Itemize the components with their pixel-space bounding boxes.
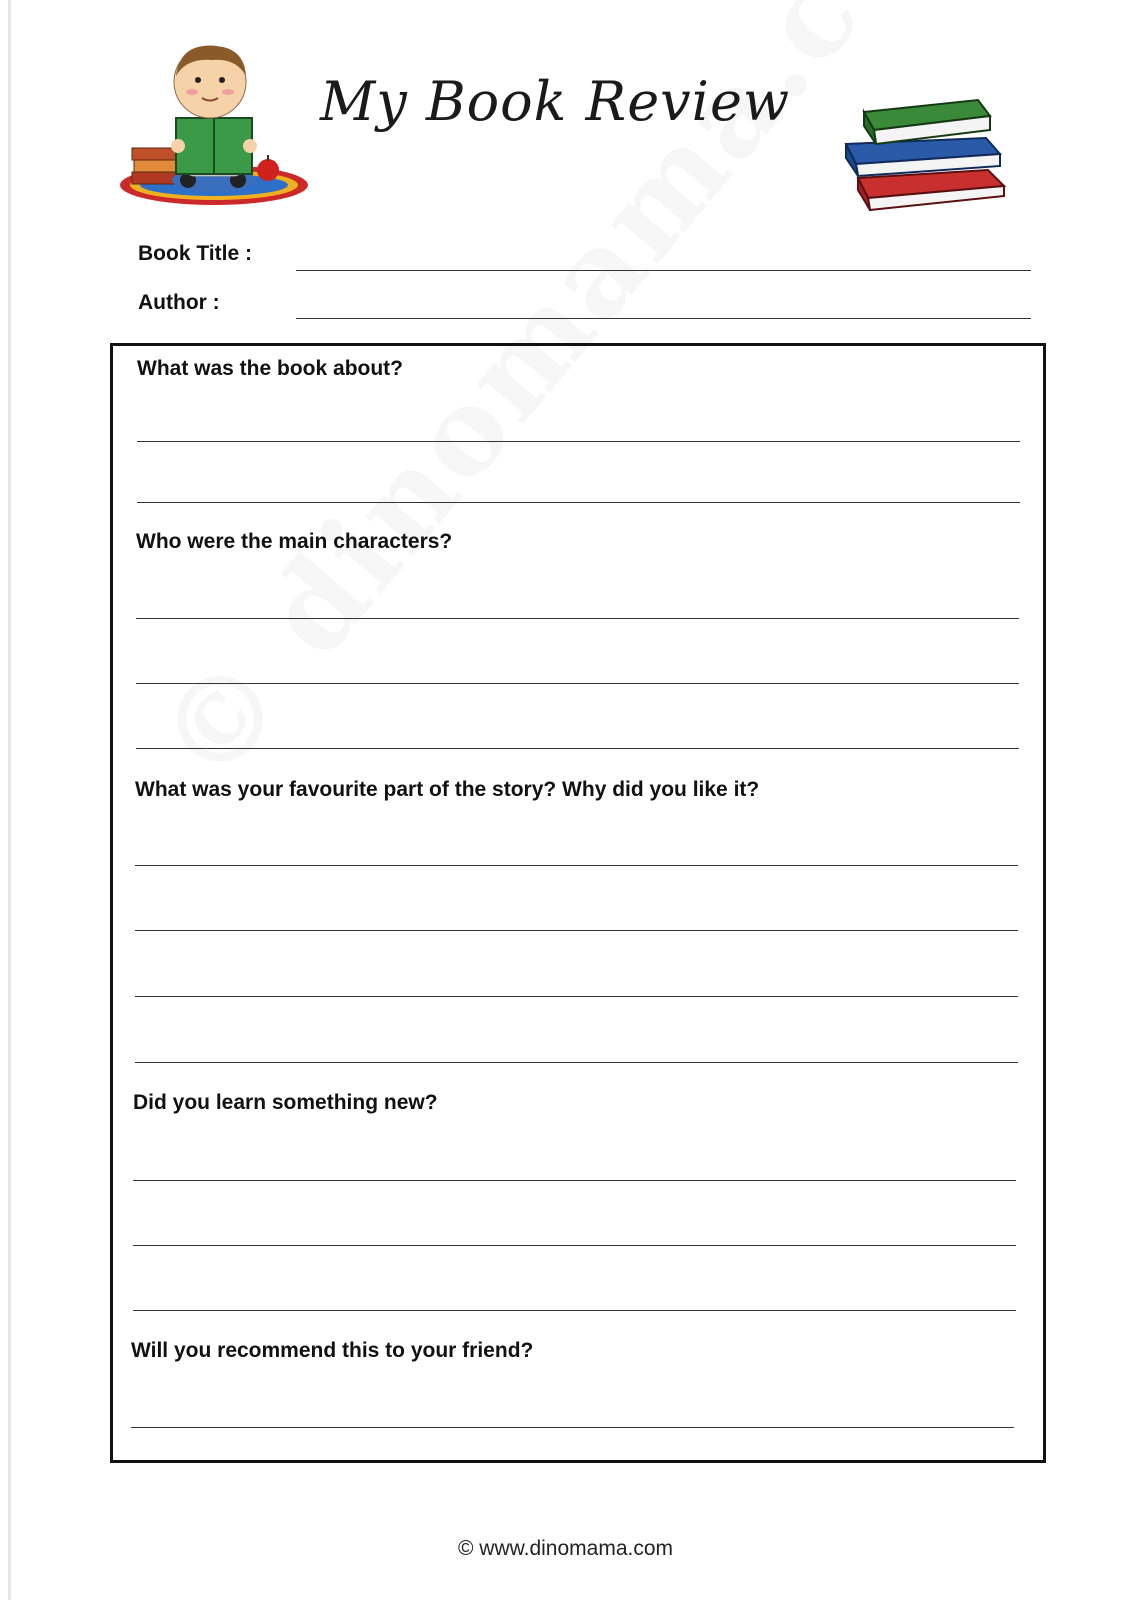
answer-line[interactable] (133, 1245, 1016, 1246)
answer-line[interactable] (135, 996, 1018, 997)
author-label: Author : (138, 291, 220, 314)
page-edge (8, 0, 11, 1600)
question-main-characters: Who were the main characters? (136, 530, 453, 553)
answer-line[interactable] (136, 618, 1019, 619)
answer-line[interactable] (136, 683, 1019, 684)
boy-reading-clipart (118, 40, 310, 212)
answer-line[interactable] (135, 865, 1018, 866)
answer-line[interactable] (131, 1427, 1014, 1428)
question-learn-something: Did you learn something new? (133, 1091, 438, 1114)
book-stack-clipart (838, 90, 1028, 220)
answer-line[interactable] (136, 748, 1019, 749)
footer-copyright: © www.dinomama.com (457, 1537, 674, 1560)
question-favourite-part: What was your favourite part of the story? Why did you like it? (135, 778, 760, 801)
author-line[interactable] (296, 318, 1031, 319)
answer-line[interactable] (133, 1180, 1016, 1181)
review-box (110, 343, 1046, 1463)
answer-line[interactable] (137, 441, 1020, 442)
book-title-label: Book Title : (138, 242, 252, 265)
answer-line[interactable] (135, 1062, 1018, 1063)
page-title: My Book Review (320, 70, 791, 133)
answer-line[interactable] (135, 930, 1018, 931)
question-recommend: Will you recommend this to your friend? (131, 1339, 534, 1362)
book-title-line[interactable] (296, 270, 1031, 271)
question-book-about: What was the book about? (137, 357, 403, 380)
answer-line[interactable] (133, 1310, 1016, 1311)
answer-line[interactable] (137, 502, 1020, 503)
